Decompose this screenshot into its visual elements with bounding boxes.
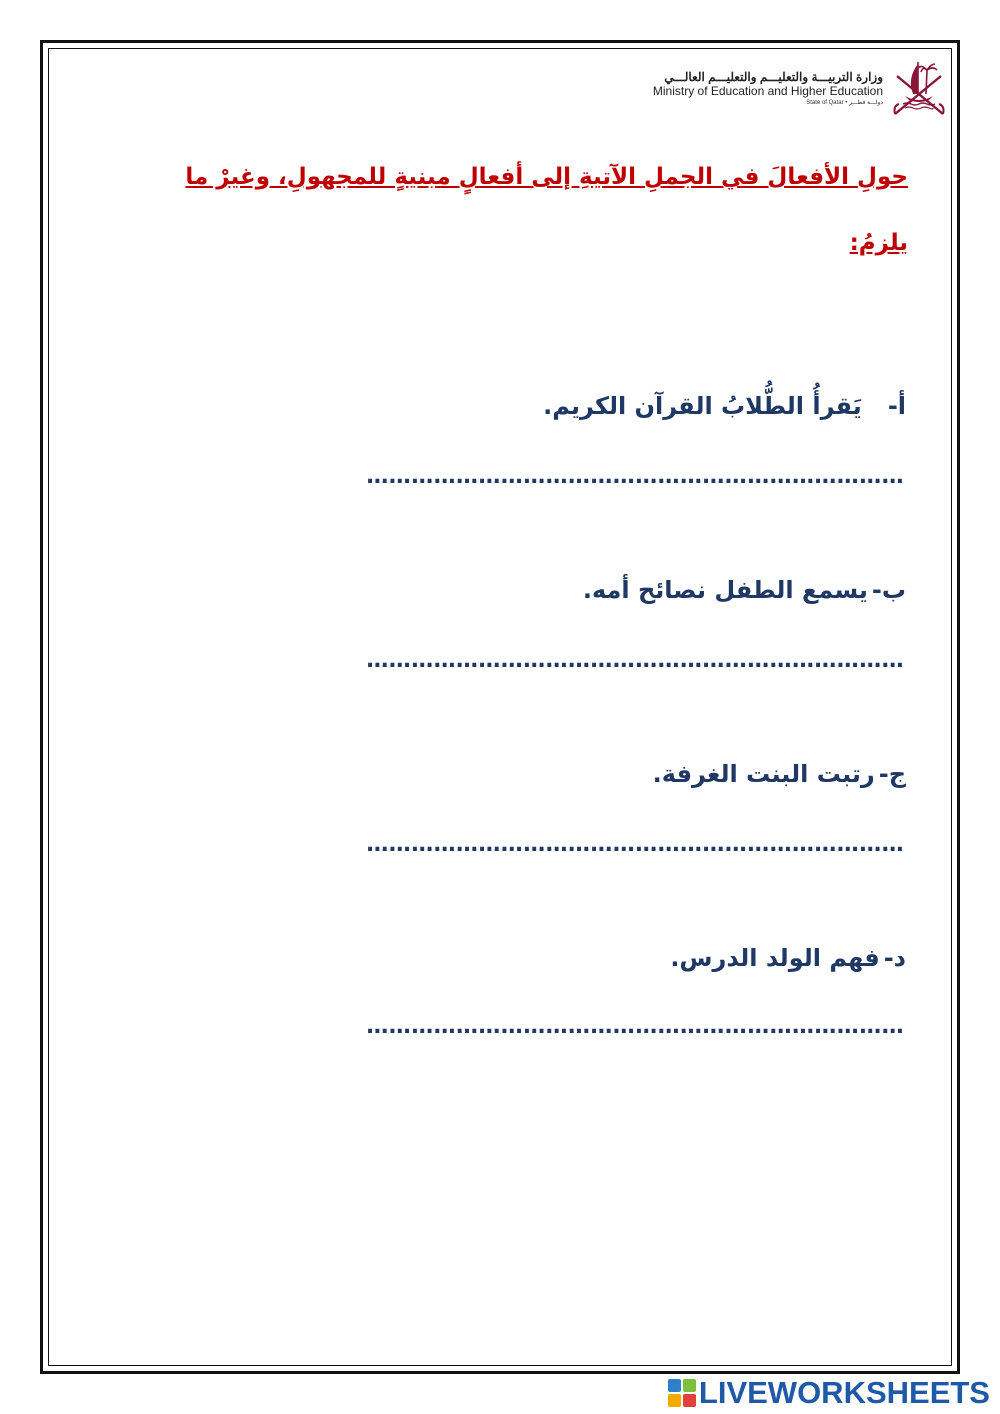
ministry-name bbox=[653, 70, 883, 108]
ministry-header bbox=[610, 56, 955, 120]
question-sentence: يَقرأُ الطُّلابُ القرآن الكريم. bbox=[543, 392, 862, 420]
question-c bbox=[653, 760, 906, 788]
question-a bbox=[543, 392, 906, 420]
instruction-text: حولِ الأفعالَ في الجملِ الآتيةِ إلى أفعالٍ مبنيةٍ للمجهولِ، وغيرْ ما يلزمُ: bbox=[185, 164, 908, 256]
watermark-text: LIVEWORKSHEETS bbox=[698, 1375, 990, 1410]
question-letter: ب- bbox=[871, 576, 906, 604]
qatar-emblem-icon bbox=[891, 56, 947, 118]
ministry-name-en: Ministry of Education and Higher Education bbox=[652, 84, 883, 98]
answer-line[interactable]: ……………………………………………………………… bbox=[366, 648, 904, 673]
answer-line[interactable]: ……………………………………………………………… bbox=[366, 832, 904, 857]
question-sentence: فهم الولد الدرس. bbox=[670, 944, 880, 972]
answer-line[interactable]: ……………………………………………………………… bbox=[366, 464, 904, 489]
state-label: State of Qatar • دولـــة قطـــر bbox=[806, 100, 883, 106]
question-letter: د- bbox=[883, 944, 906, 972]
question-sentence: يسمع الطفل نصائح أمه. bbox=[582, 576, 868, 604]
question-letter: ج- bbox=[878, 760, 906, 788]
question-d bbox=[670, 944, 906, 972]
answer-line[interactable]: ……………………………………………………………… bbox=[366, 1014, 904, 1039]
liveworksheets-watermark[interactable] bbox=[668, 1376, 990, 1410]
question-letter: أ- bbox=[887, 392, 906, 420]
ministry-name-ar: وزارة التربيـــة والتعليـــم والتعليـــم العالـــي bbox=[664, 70, 883, 84]
liveworksheets-logo-icon bbox=[668, 1379, 696, 1407]
question-sentence: رتبت البنت الغرفة. bbox=[652, 760, 875, 788]
question-b bbox=[583, 576, 906, 604]
